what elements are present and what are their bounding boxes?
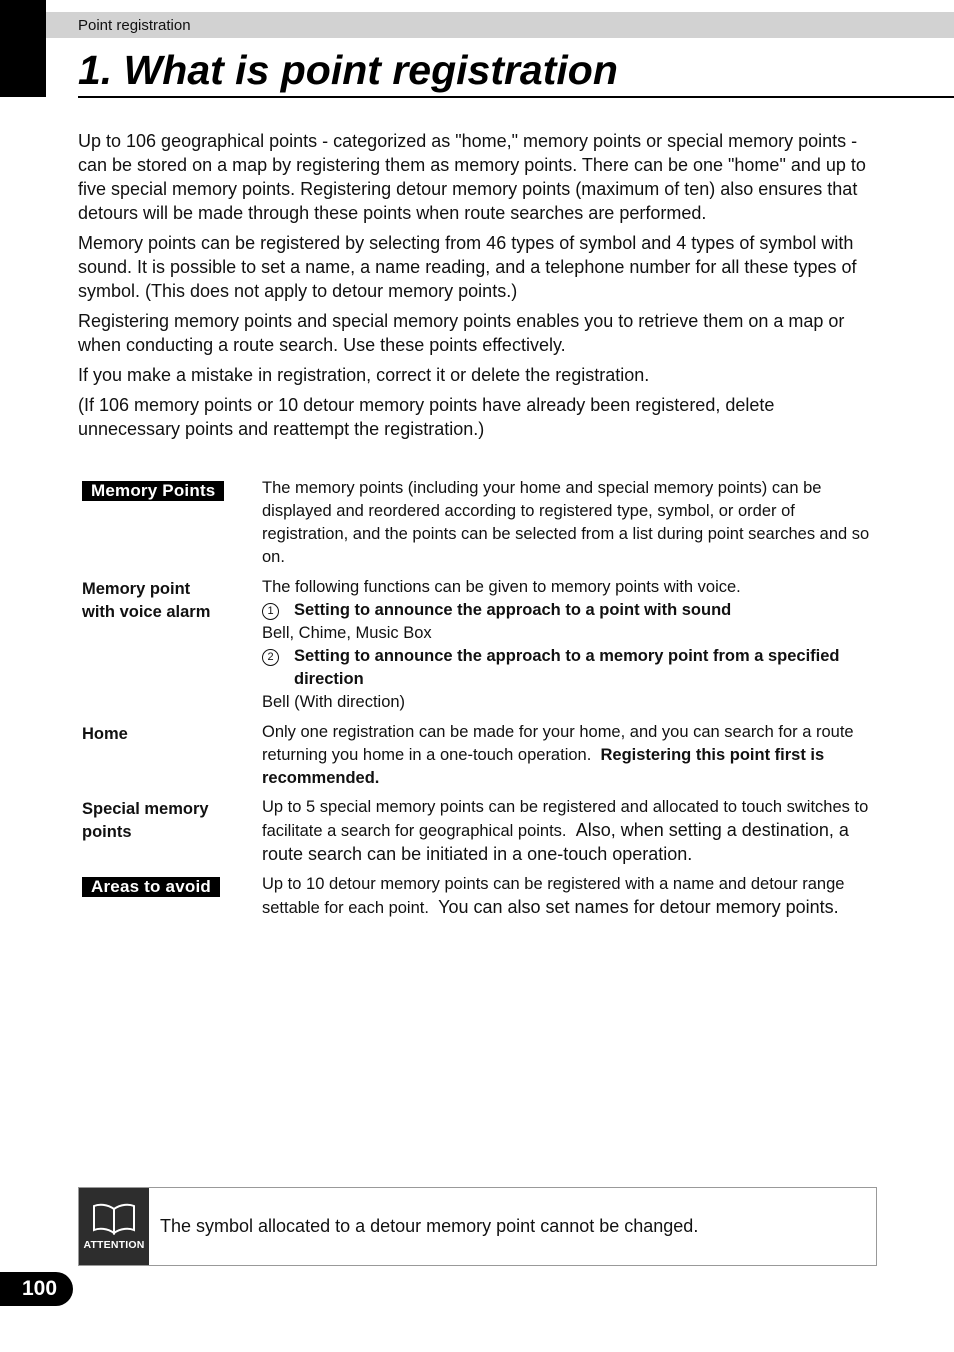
paragraph: (If 106 memory points or 10 detour memory points have already been registered, delete unnecessary points and reattempt the registration.) <box>78 395 775 439</box>
chapter-side-tab <box>0 0 46 97</box>
attention-badge <box>79 1188 149 1265</box>
list-item: 2 Setting to announce the approach to a memory point from a specified direction <box>262 645 874 691</box>
attention-label: ATTENTION <box>83 1238 145 1251</box>
paragraph: Registering memory points and special memory points enables you to retrieve them on a map or when conducting a route search. Use these points effectively. <box>78 311 845 355</box>
attention-note <box>78 1187 877 1266</box>
definition-row-memory-points <box>82 478 874 576</box>
book-icon <box>91 1203 137 1235</box>
section-header-label: Point registration <box>78 17 191 34</box>
paragraph: Memory points can be registered by selecting from 46 types of symbol and 4 types of symbol with sound. It is possible to set a name, a name reading, and a telephone number for all these types of symbol. (This does not apply to detour memory points.) <box>78 233 857 301</box>
term-areas-to-avoid: Areas to avoid <box>82 877 220 897</box>
number-1-icon: 1 <box>262 603 279 620</box>
definition-row-special <box>82 796 874 874</box>
list-item: 1 Setting to announce the approach to a point with sound <box>262 599 874 622</box>
definition-row-voice-alarm <box>82 576 874 721</box>
attention-text: The symbol allocated to a detour memory point cannot be changed. <box>160 1216 699 1236</box>
page-title: 1. What is point registration <box>78 44 954 98</box>
definition-row-home <box>82 721 874 796</box>
section-header-bar <box>46 12 954 38</box>
definition-areas: Up to 10 detour memory points can be registered with a name and detour range settable for each point. You can also set names for detour memory points. <box>262 875 845 917</box>
term-voice-alarm: Memory point with voice alarm <box>82 580 211 621</box>
definition-voice-alarm: The following functions can be given to memory points with voice. 1 Setting to announce the approach to a point with sound Bell, Chime, Music Box 2 Setting to announce the approach to a memory point from a specified direction Bell (With direction) <box>262 576 874 721</box>
number-2-icon: 2 <box>262 649 279 666</box>
paragraph: If you make a mistake in registration, correct it or delete the registration. <box>78 365 650 385</box>
definition-memory-points: The memory points (including your home and special memory points) can be displayed and reordered according to registered type, symbol, or order of registration, and the points can be selected from a list during point searches and so on. <box>262 479 870 566</box>
definition-table <box>82 478 874 920</box>
term-special: Special memory points <box>82 800 209 841</box>
definition-row-areas <box>82 874 874 920</box>
definition-special: Up to 5 special memory points can be registered and allocated to touch switches to facilitate a search for geographical points. Also, when setting a destination, a route search can be initiated in a one-touch operation. <box>262 798 869 864</box>
paragraph: Up to 106 geographical points - categorized as "home," memory points or special memory points - can be stored on a map by registering them as memory points. There can be one "home" and up to five special memory points. Registering detour memory points (maximum of ten) also ensures that detours will be made through these points when route searches are performed. <box>78 131 866 223</box>
definition-home: Only one registration can be made for your home, and you can search for a route returning you home in a one-touch operation. Registering this point first is recommended. <box>262 723 854 787</box>
page-number: 100 <box>0 1272 73 1306</box>
term-memory-points: Memory Points <box>82 481 224 501</box>
intro-text <box>78 129 878 447</box>
term-home: Home <box>82 725 128 743</box>
